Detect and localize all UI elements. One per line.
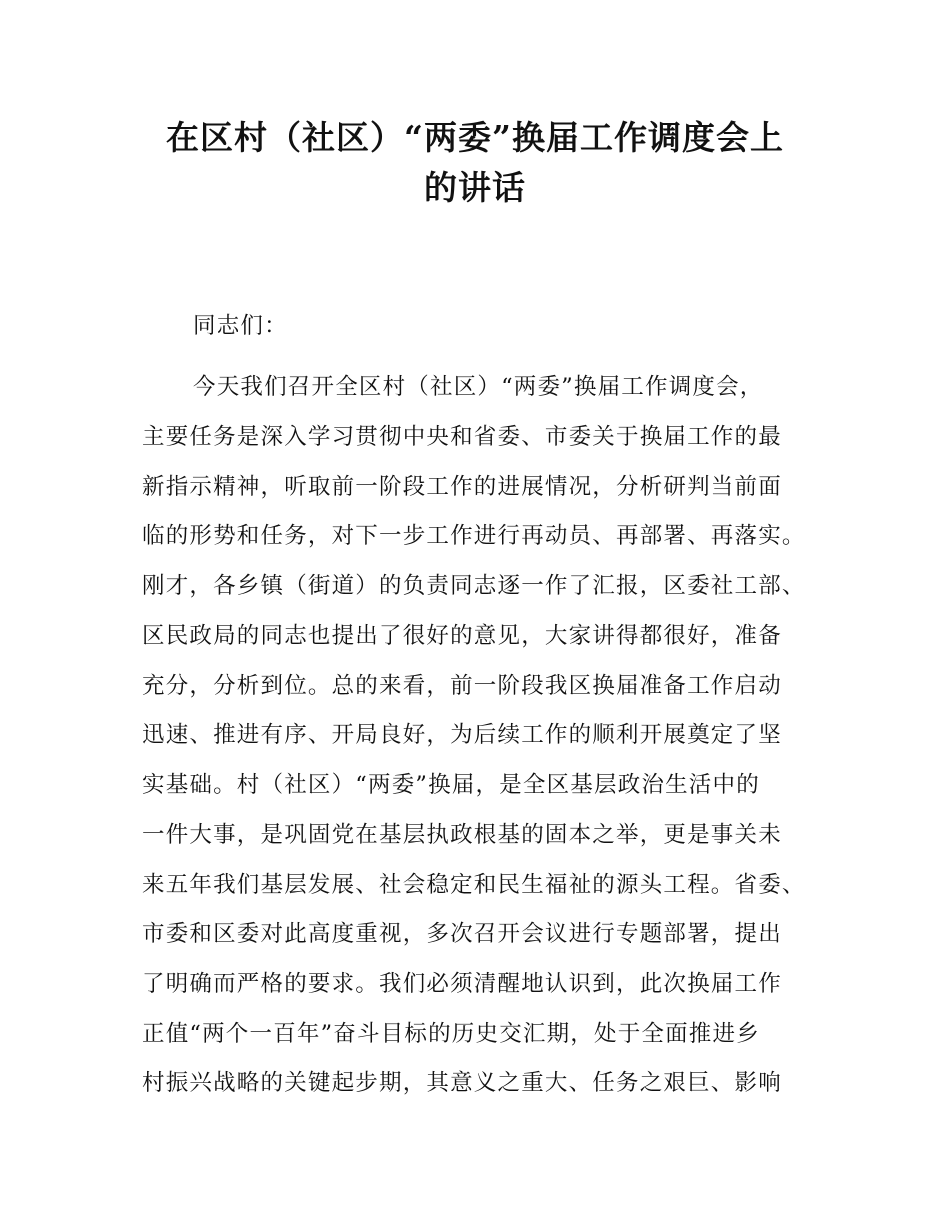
paragraph-line: 市委和区委对此高度重视，多次召开会议进行专题部署，提出 [142,921,782,947]
paragraph-line: 实基础。村（社区）“两委”换届，是全区基层政治生活中的 [142,772,760,798]
paragraph-line: 正值“两个一百年”奋斗目标的历史交汇期，处于全面推进乡 [142,1021,760,1047]
paragraph-line: 临的形势和任务，对下一步工作进行再动员、再部署、再落实。 [142,523,806,549]
paragraph-line: 刚才，各乡镇（街道）的负责同志逐一作了汇报，区委社工部、 [142,573,806,599]
paragraph-line: 村振兴战略的关键起步期，其意义之重大、任务之艰巨、影响 [142,1070,782,1096]
paragraph-line: 主要任务是深入学习贯彻中央和省委、市委关于换届工作的最 [142,424,782,450]
paragraph-line: 一件大事，是巩固党在基层执政根基的固本之举，更是事关未 [142,822,782,848]
document-title-line-1: 在区村（社区）“两委”换届工作调度会上 [166,118,784,157]
paragraph-line: 区民政局的同志也提出了很好的意见，大家讲得都很好，准备 [142,623,782,649]
paragraph-line: 迅速、推进有序、开局良好，为后续工作的顺利开展奠定了坚 [142,722,782,748]
document-title-line-2: 的讲话 [424,168,526,207]
paragraph-line: 了明确而严格的要求。我们必须清醒地认识到，此次换届工作 [142,971,782,997]
paragraph-line: 新指示精神，听取前一阶段工作的进展情况，分析研判当前面 [142,474,782,500]
paragraph-line: 充分，分析到位。总的来看，前一阶段我区换届准备工作启动 [142,673,782,699]
salutation: 同志们： [193,313,288,339]
paragraph-line: 来五年我们基层发展、社会稳定和民生福祉的源头工程。省委、 [142,872,806,898]
paragraph-line: 今天我们召开全区村（社区）“两委”换届工作调度会， [193,374,764,400]
